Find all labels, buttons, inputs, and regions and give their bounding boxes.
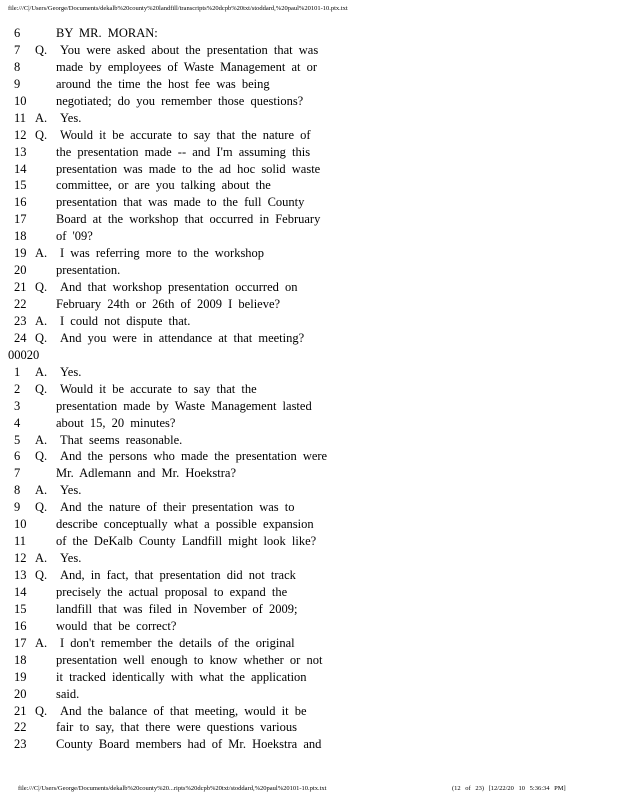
transcript-line bbox=[8, 313, 608, 330]
transcript-line bbox=[8, 59, 608, 76]
line-text: That seems reasonable. bbox=[60, 432, 183, 447]
speaker-label: Q. bbox=[35, 381, 48, 396]
transcript-line bbox=[8, 381, 608, 398]
line-number: 2 bbox=[14, 381, 21, 396]
speaker-label: A. bbox=[35, 313, 48, 328]
transcript-line bbox=[8, 533, 608, 550]
line-number: 20 bbox=[14, 263, 27, 278]
line-text: made by employees of Waste Management at or bbox=[56, 59, 318, 74]
line-number: 17 bbox=[14, 635, 27, 650]
transcript-line bbox=[8, 584, 608, 601]
line-text: landfill that was filed in November of 2009; bbox=[56, 601, 298, 616]
transcript-line bbox=[8, 127, 608, 144]
line-number: 18 bbox=[14, 652, 27, 667]
speaker-label: Q. bbox=[35, 330, 48, 345]
line-number: 13 bbox=[14, 144, 27, 159]
line-number: 12 bbox=[14, 551, 27, 566]
line-text: I don't remember the details of the original bbox=[60, 635, 295, 650]
line-text: And the nature of their presentation was to bbox=[60, 500, 295, 515]
transcript-line bbox=[8, 93, 608, 110]
line-text: And that workshop presentation occurred on bbox=[60, 280, 298, 295]
line-number: 24 bbox=[14, 330, 27, 345]
transcript-line bbox=[8, 550, 608, 567]
line-number: 9 bbox=[14, 500, 21, 515]
transcript-line bbox=[8, 703, 608, 720]
line-number: 3 bbox=[14, 398, 21, 413]
transcript-line bbox=[8, 465, 608, 482]
line-number: 18 bbox=[14, 229, 27, 244]
transcript-line bbox=[8, 262, 608, 279]
transcript-line bbox=[8, 415, 608, 432]
line-text: February 24th or 26th of 2009 I believe? bbox=[56, 297, 281, 311]
transcript-line bbox=[8, 601, 608, 618]
page-number-marker bbox=[8, 347, 608, 364]
line-number: 19 bbox=[14, 246, 27, 261]
speaker-label: Q. bbox=[35, 568, 48, 582]
line-text: describe conceptually what a possible expansion bbox=[56, 517, 314, 532]
speaker-label: A. bbox=[35, 364, 48, 379]
transcript-line bbox=[8, 364, 608, 381]
transcript-line bbox=[8, 211, 608, 228]
transcript-line bbox=[8, 42, 608, 59]
line-number: 9 bbox=[14, 76, 21, 91]
transcript-line bbox=[8, 296, 608, 313]
line-number: 10 bbox=[14, 517, 27, 532]
speaker-label: A. bbox=[35, 551, 48, 566]
line-number: 1 bbox=[14, 364, 21, 379]
speaker-label: A. bbox=[35, 246, 48, 261]
transcript-line bbox=[8, 719, 608, 736]
line-number: 6 bbox=[14, 26, 21, 40]
speaker-label: A. bbox=[35, 432, 48, 447]
line-text: And the balance of that meeting, would it be bbox=[60, 703, 307, 718]
line-number: 22 bbox=[14, 297, 27, 311]
line-text: And, in fact, that presentation did not track bbox=[60, 568, 296, 582]
line-text: BY MR. MORAN: bbox=[56, 26, 158, 40]
transcript-line bbox=[8, 516, 608, 533]
line-text: I was referring more to the workshop bbox=[60, 246, 265, 261]
transcript-line bbox=[8, 25, 608, 42]
line-text: County Board members had of Mr. Hoekstra and bbox=[56, 737, 322, 752]
transcript-line bbox=[8, 245, 608, 262]
transcript-line bbox=[8, 398, 608, 415]
line-number: 16 bbox=[14, 195, 27, 210]
line-text: I could not dispute that. bbox=[60, 313, 191, 328]
transcript-line bbox=[8, 736, 608, 753]
transcript-line bbox=[8, 635, 608, 652]
line-number: 21 bbox=[14, 703, 27, 718]
line-text: presentation. bbox=[56, 263, 121, 278]
speaker-label: A. bbox=[35, 110, 48, 125]
line-number: 11 bbox=[14, 534, 27, 549]
transcript-line bbox=[8, 482, 608, 499]
line-number: 23 bbox=[14, 313, 27, 328]
transcript-body bbox=[8, 25, 608, 753]
transcript-line bbox=[8, 618, 608, 635]
line-number: 4 bbox=[14, 415, 21, 430]
line-text: Board at the workshop that occurred in February bbox=[56, 212, 321, 227]
line-text: You were asked about the presentation that was bbox=[60, 42, 319, 57]
line-text: said. bbox=[56, 686, 80, 701]
line-number: 8 bbox=[14, 483, 21, 498]
file-path-footer: file:///C|/Users/George/Documents/dekalb%20county%20...ripts%20dcpb%20txt/stoddard,%20paul%20101-10.ptx.txt bbox=[18, 785, 327, 792]
transcript-line bbox=[8, 228, 608, 245]
line-number: 21 bbox=[14, 280, 27, 295]
transcript-line bbox=[8, 499, 608, 516]
transcript-line bbox=[8, 161, 608, 178]
line-text: would that be correct? bbox=[56, 618, 177, 633]
line-text: committee, or are you talking about the bbox=[56, 178, 271, 193]
line-number: 5 bbox=[14, 432, 21, 447]
page-number: 00020 bbox=[8, 347, 40, 362]
line-text: about 15, 20 minutes? bbox=[56, 415, 176, 430]
speaker-label: A. bbox=[35, 483, 48, 498]
line-text: it tracked identically with what the application bbox=[56, 669, 307, 684]
transcript-line bbox=[8, 652, 608, 669]
line-text: Would it be accurate to say that the bbox=[60, 381, 257, 396]
line-text: Would it be accurate to say that the nature of bbox=[60, 127, 311, 142]
line-number: 15 bbox=[14, 178, 27, 193]
line-text: Yes. bbox=[60, 483, 82, 498]
line-number: 13 bbox=[14, 568, 27, 582]
line-text: precisely the actual proposal to expand the bbox=[56, 584, 288, 599]
transcript-line bbox=[8, 177, 608, 194]
speaker-label: Q. bbox=[35, 127, 48, 142]
line-text: around the time the host fee was being bbox=[56, 76, 270, 91]
line-number: 10 bbox=[14, 93, 27, 108]
transcript-line bbox=[8, 567, 608, 584]
line-number: 22 bbox=[14, 720, 27, 735]
transcript-line bbox=[8, 144, 608, 161]
line-text: Yes. bbox=[60, 110, 82, 125]
transcript-line bbox=[8, 432, 608, 449]
transcript-line bbox=[8, 669, 608, 686]
line-text: Yes. bbox=[60, 364, 82, 379]
speaker-label: Q. bbox=[35, 703, 48, 718]
line-number: 16 bbox=[14, 618, 27, 633]
line-text: presentation made by Waste Management lasted bbox=[56, 398, 312, 413]
line-number: 6 bbox=[14, 449, 21, 464]
line-number: 15 bbox=[14, 601, 27, 616]
transcript-line bbox=[8, 194, 608, 211]
line-number: 11 bbox=[14, 110, 27, 125]
line-number: 7 bbox=[14, 42, 21, 57]
speaker-label: Q. bbox=[35, 449, 48, 464]
line-text: the presentation made -- and I'm assuming this bbox=[56, 144, 311, 159]
speaker-label: Q. bbox=[35, 500, 48, 515]
line-text: Yes. bbox=[60, 551, 82, 566]
line-number: 8 bbox=[14, 59, 21, 74]
line-text: presentation was made to the ad hoc solid waste bbox=[56, 161, 321, 176]
line-text: presentation well enough to know whether or not bbox=[56, 652, 323, 667]
line-text: of '09? bbox=[56, 229, 93, 244]
line-text: And you were in attendance at that meeting? bbox=[60, 330, 305, 345]
transcript-line bbox=[8, 686, 608, 703]
speaker-label: Q. bbox=[35, 280, 48, 295]
transcript-line bbox=[8, 110, 608, 127]
line-number: 19 bbox=[14, 669, 27, 684]
transcript-line bbox=[8, 76, 608, 93]
transcript-line bbox=[8, 330, 608, 347]
line-text: of the DeKalb County Landfill might look like? bbox=[56, 534, 317, 549]
line-number: 23 bbox=[14, 737, 27, 752]
line-number: 14 bbox=[14, 161, 27, 176]
line-text: negotiated; do you remember those questions? bbox=[56, 93, 304, 108]
transcript-line bbox=[8, 279, 608, 296]
line-number: 17 bbox=[14, 212, 27, 227]
file-path-header: file:///C|/Users/George/Documents/dekalb%20county%20landfill/transcripts%20dcpb%20txt/stoddard,%20paul%20101-10.ptx.txt bbox=[8, 5, 348, 12]
line-text: And the persons who made the presentation were bbox=[60, 449, 328, 464]
speaker-label: A. bbox=[35, 635, 48, 650]
page-info-footer: (12 of 23) [12/22/20 10 5:36:34 PM] bbox=[452, 785, 566, 792]
line-number: 12 bbox=[14, 127, 27, 142]
line-number: 7 bbox=[14, 466, 21, 481]
line-text: presentation that was made to the full County bbox=[56, 195, 305, 210]
line-text: fair to say, that there were questions various bbox=[56, 720, 297, 735]
transcript-line bbox=[8, 448, 608, 465]
speaker-label: Q. bbox=[35, 42, 48, 57]
line-number: 14 bbox=[14, 584, 27, 599]
line-text: Mr. Adlemann and Mr. Hoekstra? bbox=[56, 466, 237, 481]
line-number: 20 bbox=[14, 686, 27, 701]
